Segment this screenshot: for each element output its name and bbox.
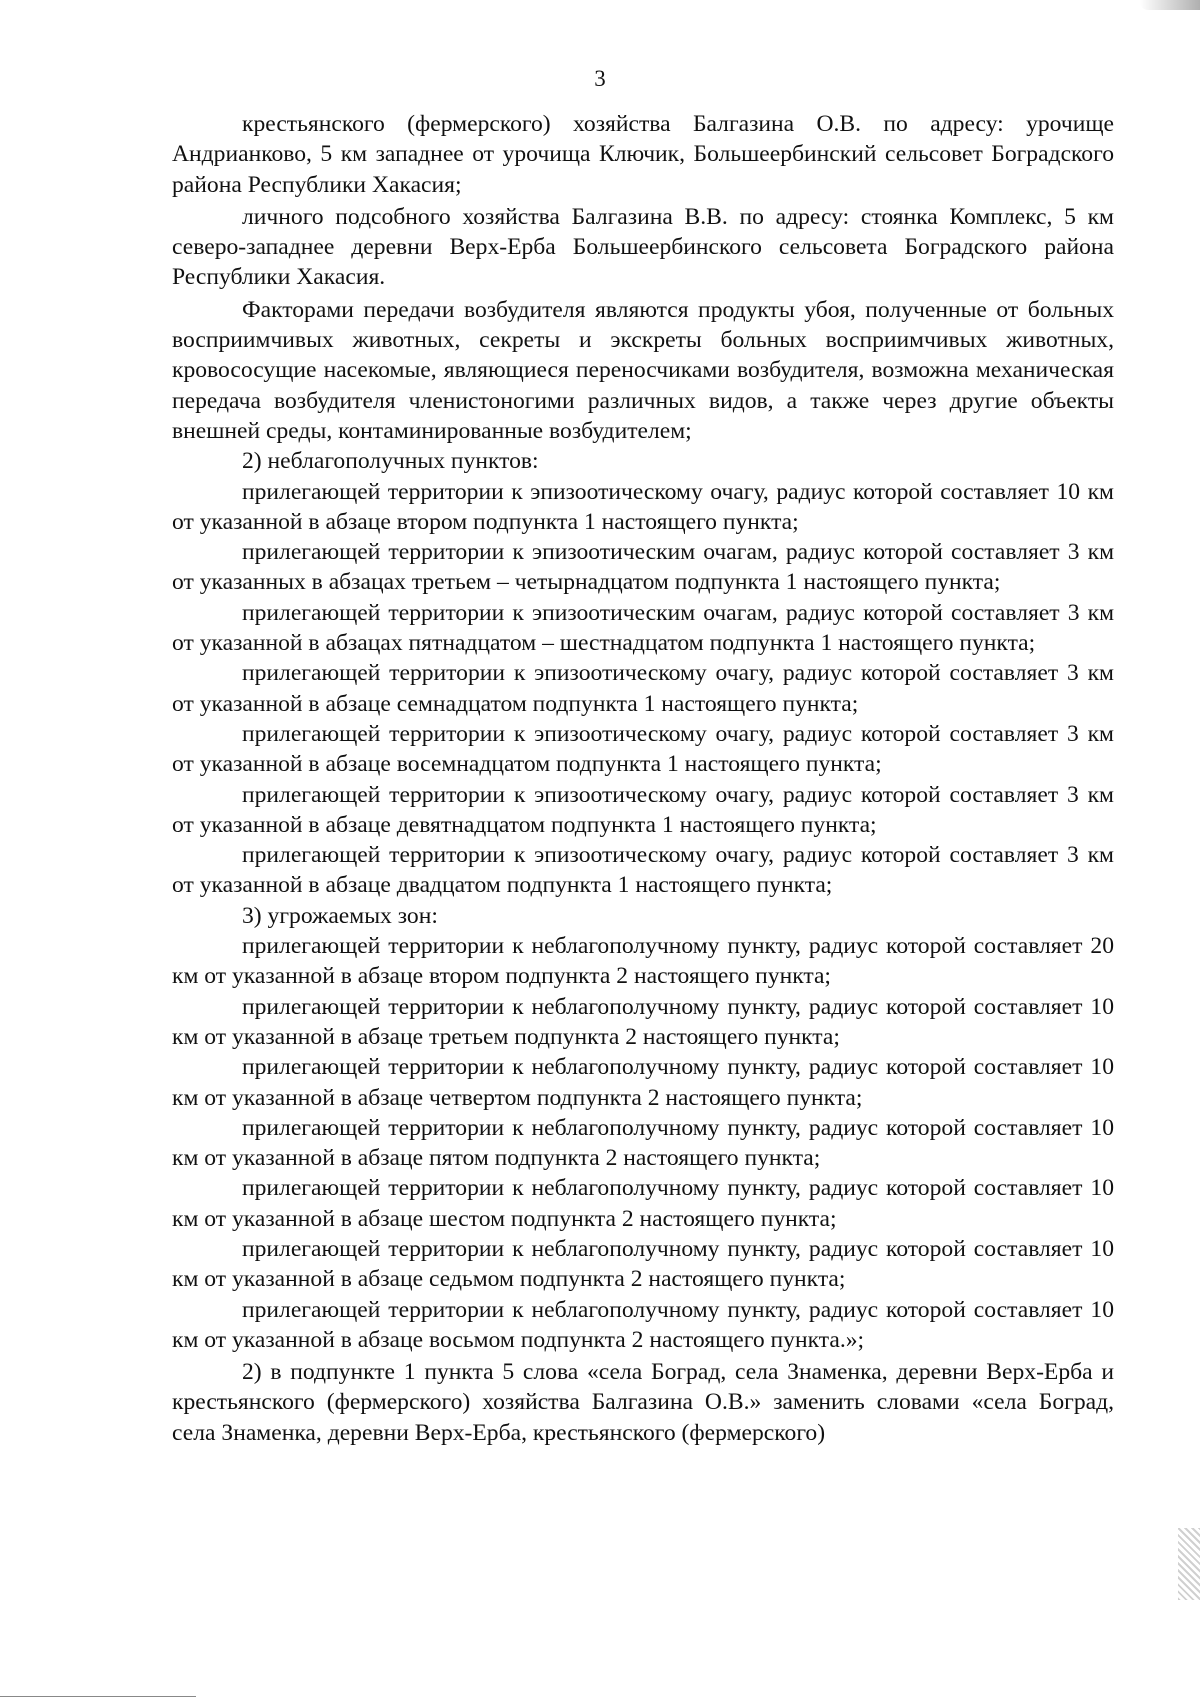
paragraph: прилегающей территории к эпизоотическому очагу, радиус которой составляет 3 км от указанной в абзаце восемнадцатом подпункта 1 настоящего пункта; (172, 720, 1114, 778)
paragraph: прилегающей территории к неблагополучному пункту, радиус которой составляет 10 км от указанной в абзаце шестом подпункта 2 настоящего пункта; (172, 1175, 1114, 1232)
paragraph: прилегающей территории к неблагополучному пункту, радиус которой составляет 10 км от указанной в абзаце восьмом подпункта 2 настоящего пункта.»; (172, 1296, 1114, 1353)
document-body (172, 109, 1114, 1448)
paragraph: прилегающей территории к эпизоотическому очагу, радиус которой составляет 3 км от указанной в абзаце девятнадцатом подпункта 1 настоящего пункта; (172, 781, 1114, 838)
paragraph: личного подсобного хозяйства Балгазина В.В. по адресу: стоянка Комплекс, 5 км северо-западнее деревни Верх-Ерба Большеербинского сельсовета Боградского района Республики Хакасия. (172, 203, 1114, 291)
paragraph: прилегающей территории к неблагополучному пункту, радиус которой составляет 10 км от указанной в абзаце четвертом подпункта 2 настоящего пункта; (172, 1054, 1114, 1111)
scan-line-bottom (0, 1696, 196, 1697)
paragraph: 2) в подпункте 1 пункта 5 слова «села Боград, села Знаменка, деревни Верх-Ерба и крестьянского (фермерского) хозяйства Балгазина О.В.» заменить словами «села Боград, села Знаменка, деревни Верх-Ерба, крестьянского (фермерского) (172, 1359, 1114, 1446)
paragraph: прилегающей территории к неблагополучному пункту, радиус которой составляет 10 км от указанной в абзаце третьем подпункта 2 настоящего пункта; (172, 993, 1114, 1050)
paragraph: 2) неблагополучных пунктов: (242, 448, 539, 475)
paragraph: прилегающей территории к эпизоотическому очагу, радиус которой составляет 3 км от указанной в абзаце двадцатом подпункта 1 настоящего пункта; (172, 842, 1114, 899)
paragraph: Факторами передачи возбудителя являются продукты убоя, полученные от больных восприимчивых животных, секреты и экскреты больных восприимчивых животных, кровососущие насекомые, являющиеся переносчиками возбудителя, возможна механическая передача возбудителя членистоногими различных видов, а также через другие объекты внешней среды, контаминированные возбудителем; (172, 296, 1114, 444)
paragraph: прилегающей территории к неблагополучному пункту, радиус которой составляет 20 км от указанной в абзаце втором подпункта 2 настоящего пункта; (172, 933, 1114, 990)
page-number: 3 (594, 66, 606, 91)
paragraph: прилегающей территории к неблагополучному пункту, радиус которой составляет 10 км от указанной в абзаце пятом подпункта 2 настоящего пункта; (172, 1114, 1114, 1172)
paragraph: прилегающей территории к неблагополучному пункту, радиус которой составляет 10 км от указанной в абзаце седьмом подпункта 2 настоящего пункта; (172, 1235, 1114, 1293)
paragraph: 3) угрожаемых зон: (242, 902, 438, 929)
paragraph: прилегающей территории к эпизоотическим очагам, радиус которой составляет 3 км от указанных в абзацах третьем – четырнадцатом подпункта 1 настоящего пункта; (172, 539, 1114, 596)
scan-noise-right-edge (1178, 1528, 1200, 1600)
paragraph: прилегающей территории к эпизоотическим очагам, радиус которой составляет 3 км от указанной в абзацах пятнадцатом – шестнадцатом подпункта 1 настоящего пункта; (172, 599, 1114, 657)
paragraph: крестьянского (фермерского) хозяйства Балгазина О.В. по адресу: урочище Андрианково, 5 км западнее от урочища Ключик, Большеербинский сельсовет Боградского района Республики Хакасия; (172, 111, 1114, 198)
paragraph: прилегающей территории к эпизоотическому очагу, радиус которой составляет 10 км от указанной в абзаце втором подпункта 1 настоящего пункта; (172, 478, 1114, 535)
paragraph: прилегающей территории к эпизоотическому очагу, радиус которой составляет 3 км от указанной в абзаце семнадцатом подпункта 1 настоящего пункта; (172, 660, 1114, 717)
scan-smudge-top-right (1140, 0, 1200, 10)
